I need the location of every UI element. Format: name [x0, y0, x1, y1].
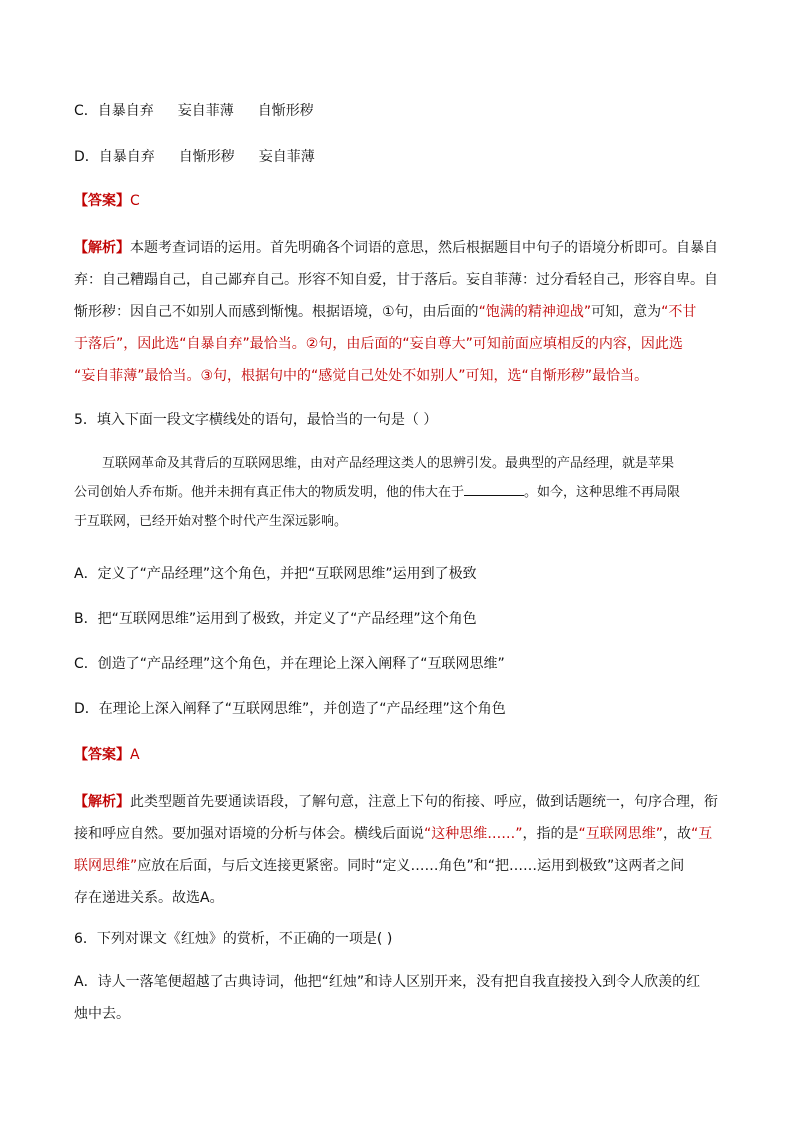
- option-label: D．: [74, 149, 99, 165]
- analysis-quote: “互联网思维”: [578, 826, 664, 842]
- q6-option-a: [74, 966, 724, 1030]
- option-word-1: 自暴自弃: [97, 103, 154, 119]
- analysis-text: 最恰当。②句，由后面的: [249, 336, 403, 352]
- q4-option-c: [74, 101, 314, 121]
- answer-blank: [464, 481, 524, 496]
- analysis-quote: 联网思维”: [74, 858, 138, 874]
- analysis-text: ，指的是: [522, 826, 579, 842]
- analysis-line-2: 弃：自己糟蹋自己，自己鄙弃自己。形容不知自爱，甘于落后。妄自菲薄：过分看轻自己，形容自卑。自: [74, 272, 718, 288]
- passage-line-2-end: 。如今，这种思维不再局限: [524, 485, 681, 500]
- analysis-line-1: 此类型题首先要通读语段，了解句意，注意上下句的衔接、呼应，做到话题统一，句序合理，衔: [130, 794, 718, 810]
- analysis-quote: “妄自尊大”: [402, 336, 473, 352]
- analysis-quote: “这种思维……”: [424, 826, 523, 842]
- option-word-3: 妄自菲薄: [258, 149, 315, 165]
- analysis-text: 可知，意为: [591, 304, 662, 320]
- q6-stem: 6．下列对课文《红烛》的赏析，不正确的一项是( ): [74, 931, 393, 947]
- analysis-tag: 【解析】: [74, 240, 130, 256]
- q4-analysis: [74, 232, 724, 392]
- passage-line-2: 公司创始人乔布斯。他并未拥有真正伟大的物质发明，他的伟大在于: [74, 485, 465, 500]
- option-label: C．: [74, 103, 98, 119]
- analysis-text: ，故: [663, 826, 692, 842]
- q5-option-b: B．把“互联网思维”运用到了极致，并定义了“产品经理”这个角色: [74, 611, 477, 627]
- answer-value: C: [130, 193, 140, 209]
- answer-tag: 【答案】: [74, 747, 130, 763]
- analysis-line-3: 惭形秽：因自己不如别人而感到惭愧。根据语境，①句，由后面的: [74, 304, 479, 320]
- answer-value: A: [130, 747, 140, 763]
- analysis-quote: “不甘: [661, 304, 697, 320]
- analysis-quote: “自暴自弃”: [179, 336, 250, 352]
- analysis-quote: “饱满的精神迎战”: [478, 304, 592, 320]
- analysis-tag: 【解析】: [74, 794, 130, 810]
- analysis-line-3: 应放在后面，与后文连接更紧密。同时“定义……角色”和“把……运用到极致”这两者之间: [137, 858, 685, 874]
- q4-option-d: [74, 147, 315, 167]
- q4-answer: [74, 191, 140, 211]
- option-word-2: 妄自菲薄: [177, 103, 234, 119]
- option-word-2: 自惭形秽: [178, 149, 235, 165]
- q5-option-c: C．创造了“产品经理”这个角色，并在理论上深入阐释了“互联网思维”: [74, 656, 505, 672]
- option-line-2: 烛中去。: [74, 1006, 130, 1022]
- analysis-text: 可知前面应填相反的内容，因此选: [472, 336, 683, 352]
- q5-analysis: [74, 786, 724, 914]
- option-word-1: 自暴自弃: [98, 149, 155, 165]
- q5-option-d: D．在理论上深入阐释了“互联网思维”，并创造了“产品经理”这个角色: [74, 701, 506, 717]
- analysis-quote: 于落后”，因此选: [74, 336, 180, 352]
- q5-option-a: A．定义了“产品经理”这个角色，并把“互联网思维”运用到了极致: [74, 566, 477, 582]
- passage-line-1: 互联网革命及其背后的互联网思维，由对产品经理这类人的思辨引发。最典型的产品经理，就是苹果: [102, 456, 675, 471]
- q5-answer: [74, 745, 140, 765]
- option-line-1: A．诗人一落笔便超越了古典诗词，他把“红烛”和诗人区别开来，没有把自我直接投入到令人欣羡的红: [74, 974, 701, 990]
- passage-line-3: 于互联网，已经开始对整个时代产生深远影响。: [74, 514, 348, 529]
- analysis-line-4: 存在递进关系。故选A。: [74, 890, 224, 906]
- answer-tag: 【答案】: [74, 193, 130, 209]
- analysis-quote: “互: [691, 826, 713, 842]
- analysis-line-5: “妄自菲薄”最恰当。③句，根据句中的“感觉自己处处不如别人”可知，选“自惭形秽”最恰当。: [74, 368, 649, 384]
- option-word-3: 自惭形秽: [257, 103, 314, 119]
- analysis-line-1: 本题考查词语的运用。首先明确各个词语的意思，然后根据题目中句子的语境分析即可。自暴自: [130, 240, 718, 256]
- q5-passage: [74, 449, 724, 536]
- q5-stem: 5．填入下面一段文字横线处的语句，最恰当的一句是（ ）: [74, 412, 438, 428]
- analysis-line-2: 接和呼应自然。要加强对语境的分析与体会。横线后面说: [74, 826, 424, 842]
